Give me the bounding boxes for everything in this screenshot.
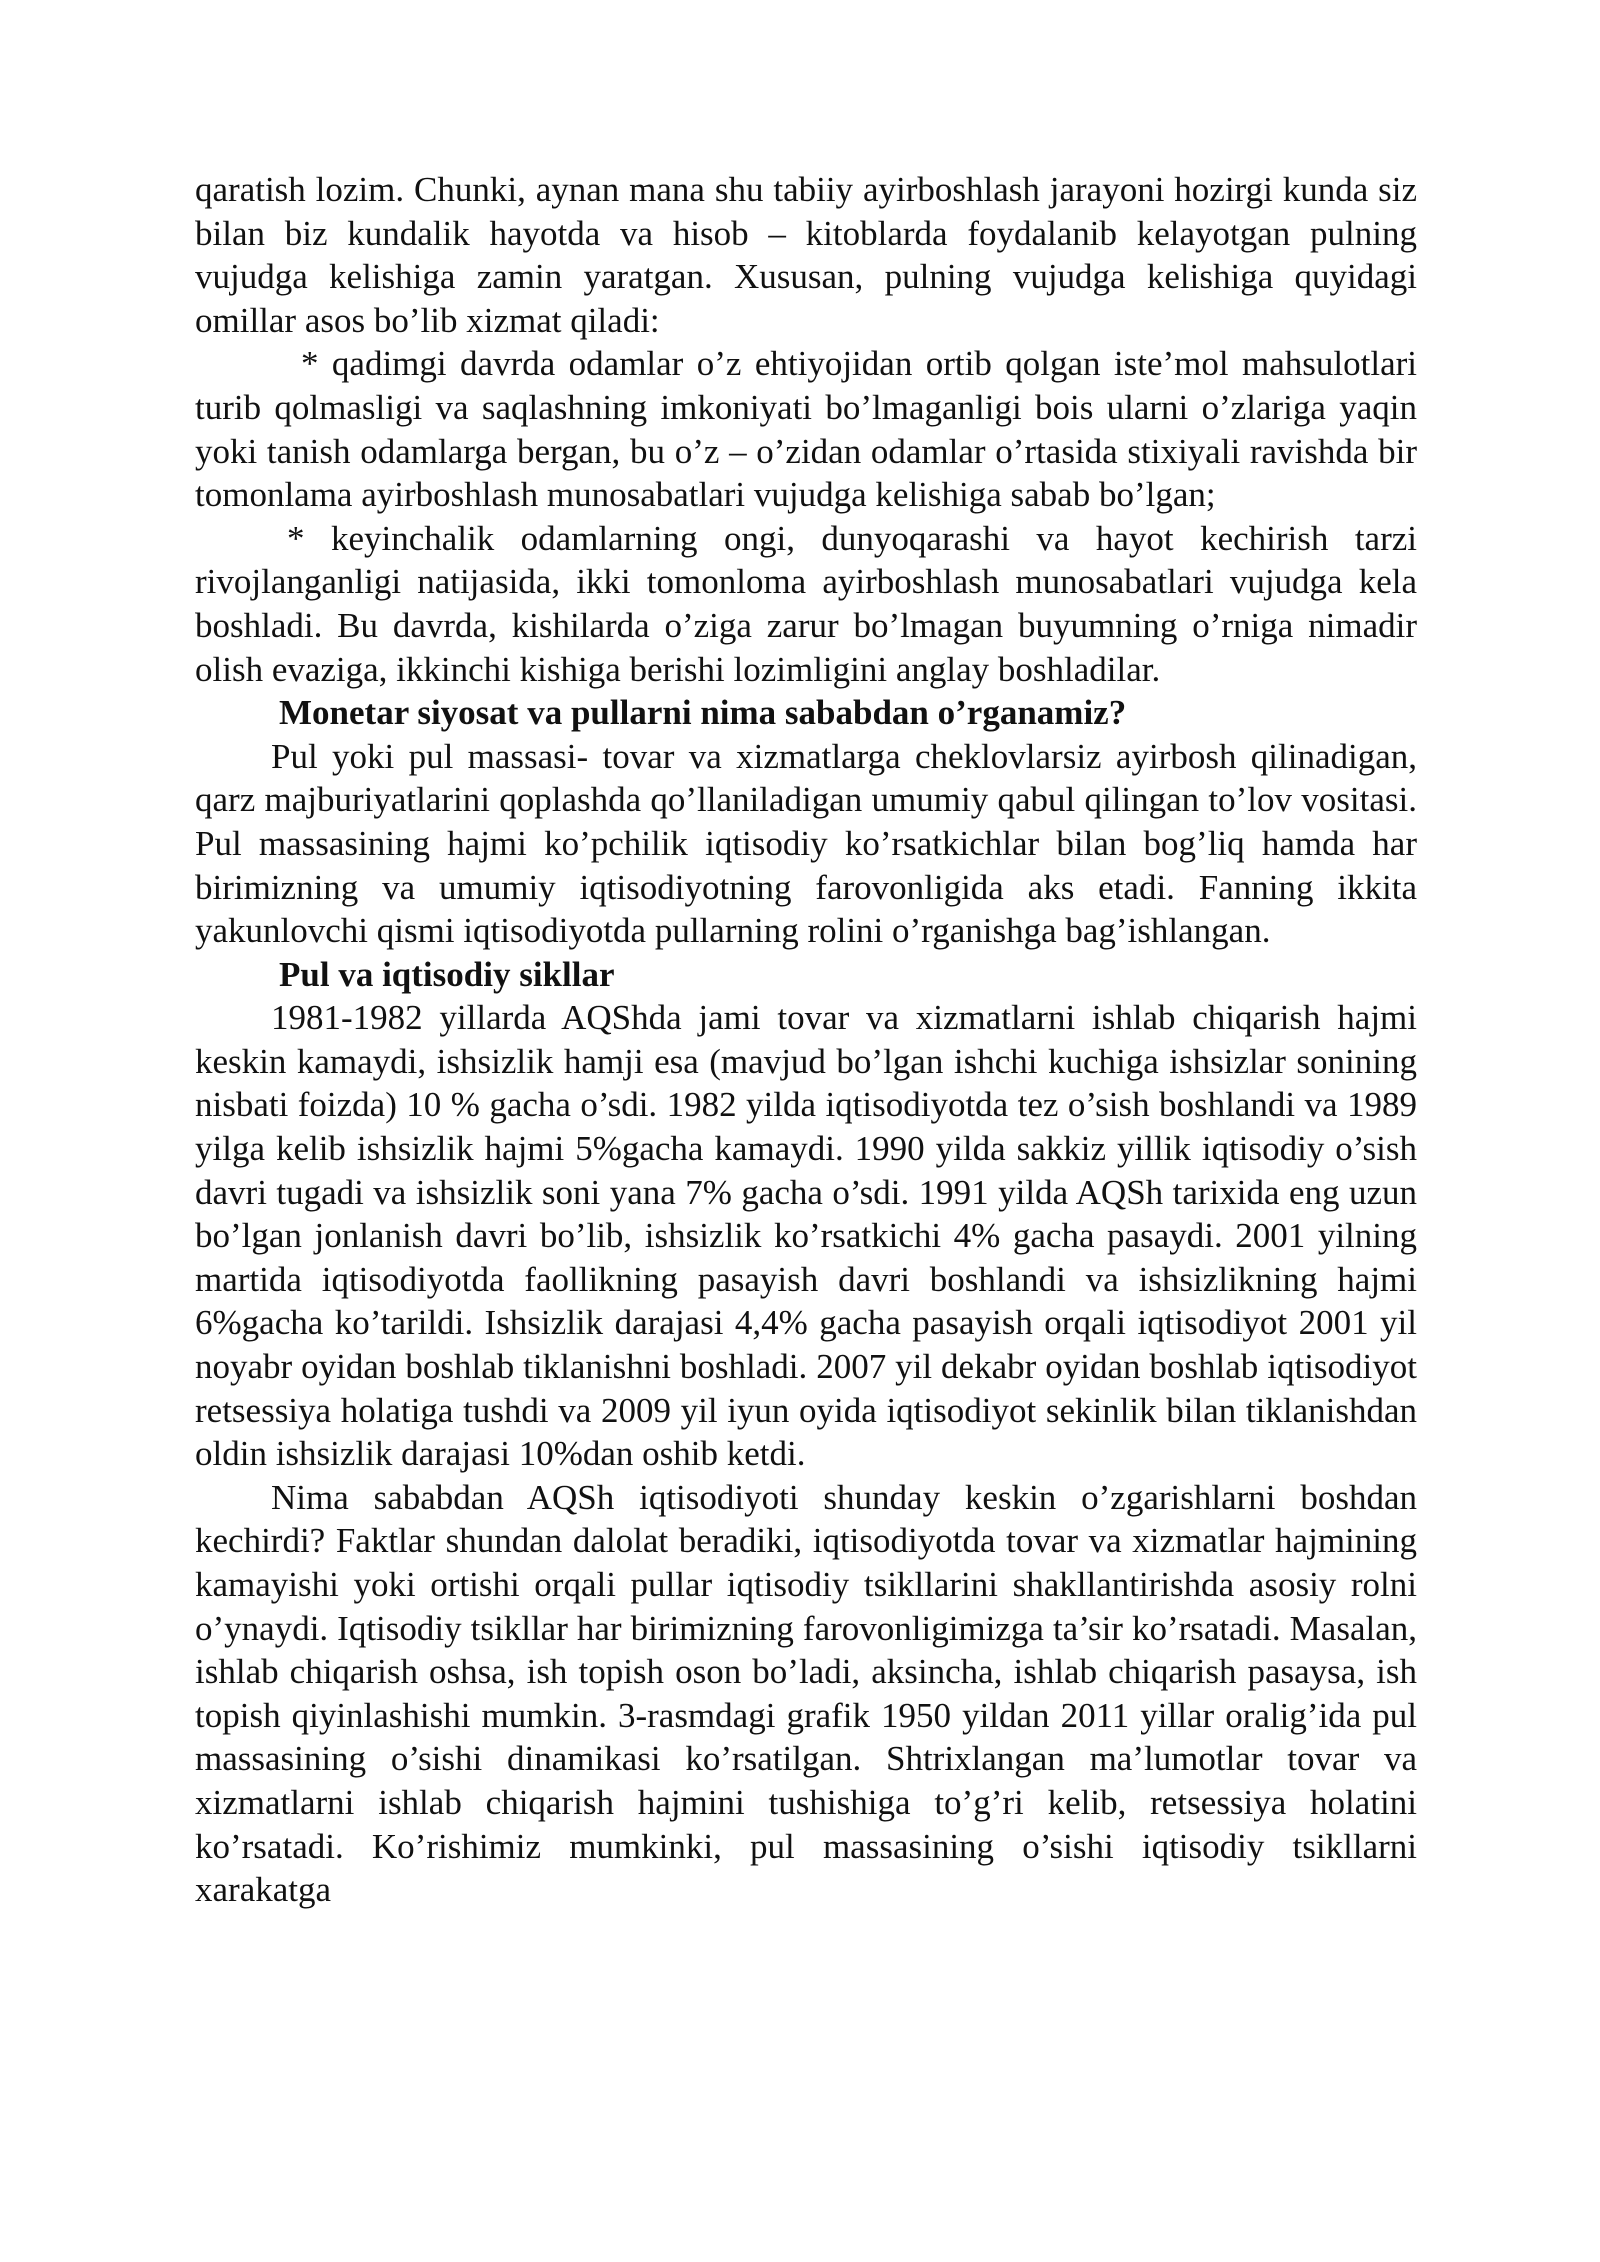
- paragraph-intro: qaratish lozim. Chunki, aynan mana shu tabiiy ayirboshlash jarayoni hozirgi kunda siz bilan biz kundalik hayotda va hisob – kitoblarda foydalanib kelayotgan pulning vujudga kelishiga zamin yaratgan. Xususan, pulning vujudga kelishiga quyidagi omillar asos bo’lib xizmat qiladi:: [195, 170, 1417, 340]
- section-heading-money-cycles: Pul va iqtisodiy sikllar: [279, 954, 615, 994]
- paragraph-why-changes: Nima sababdan AQSh iqtisodiyoti shunday keskin o’zgarishlarni boshdan kechirdi? Faktlar shundan dalolat beradiki, iqtisodiyotda tovar va xizmatlar hajmining kamayishi yoki ortishi orqali pullar iqtisodiy tsikllarini shakllantirishda asosiy rolni o’ynaydi. Iqtisodiy tsikllar har birimizning farovonligimizga ta’sir ko’rsatadi. Masalan, ishlab chiqarish oshsa, ish topish oson bo’ladi, aksincha, ishlab chiqarish pasaysa, ish topish qiyinlashishi mumkin. 3-rasmdagi grafik 1950 yildan 2011 yillar oralig’ida pul massasining o’sishi dinamikasi ko’rsatilgan. Shtrixlangan ma’lumotlar tovar va xizmatlarni ishlab chiqarish hajmini tushishiga to’g’ri kelib, retsessiya holatini ko’rsatadi. Ko’rishimiz mumkinki, pul massasining o’sishi iqtisodiy tsikllarni xarakatga: [195, 1477, 1417, 1910]
- paragraph-us-economy-history: 1981-1982 yillarda AQShda jami tovar va xizmatlarni ishlab chiqarish hajmi keskin kamaydi, ishsizlik hamji esa (mavjud bo’lgan ishchi kuchiga ishsizlar sonining nisbati foizda) 10 % gacha o’sdi. 1982 yilda iqtisodiyotda tez o’sish boshlandi va 1989 yilga kelib ishsizlik hajmi 5%gacha kamaydi. 1990 yilda sakkiz yillik iqtisodiy o’sish davri tugadi va ishsizlik soni yana 7% gacha o’sdi. 1991 yilda AQSh tarixida eng uzun bo’lgan jonlanish davri bo’lib, ishsizlik ko’rsatkichi 4% gacha pasaydi. 2001 yilning martida iqtisodiyotda faollikning pasayish davri boshlandi va ishsizlikning hajmi 6%gacha ko’tarildi. Ishsizlik darajasi 4,4% gacha pasayish orqali iqtisodiyot 2001 yil noyabr oyidan boshlab tiklanishni boshladi. 2007 yil dekabr oyidan boshlab iqtisodiyot retsessiya holatiga tushdi va 2009 yil iyun oyida iqtisodiyot sekinlik bilan tiklanishdan oldin ishsizlik darajasi 10%dan oshib ketdi.: [195, 998, 1417, 1474]
- bullet-item-1: * qadimgi davrda odamlar o’z ehtiyojidan ortib qolgan iste’mol mahsulotlari turib qolmasligi va saqlashning imkoniyati bo’lmaganligi bois ularni o’zlariga yaqin yoki tanish odamlarga bergan, bu o’z – o’zidan odamlar o’rtasida stixiyali ravishda bir tomonlama ayirboshlash munosabatlari vujudga kelishiga sabab bo’lgan;: [195, 344, 1417, 515]
- bullet-item-2: * keyinchalik odamlarning ongi, dunyoqarashi va hayot kechirish tarzi rivojlanganligi natijasida, ikki tomonloma ayirboshlash munosabatlari vujudga kela boshladi. Bu davrda, kishilarda o’ziga zarur bo’lmagan buyumning o’rniga nimadir olish evaziga, ikkinchi kishiga berishi lozimligini anglay boshladilar.: [195, 518, 1417, 689]
- section-heading-monetary-policy: Monetar siyosat va pullarni nima sababdan o’rganamiz?: [279, 693, 1127, 733]
- paragraph-money-definition: Pul yoki pul massasi- tovar va xizmatlarga cheklovlarsiz ayirbosh qilinadigan, qarz majburiyatlarini qoplashda qo’llaniladigan umumiy qabul qilingan to’lov vositasi. Pul massasining hajmi ko’pchilik iqtisodiy ko’rsatkichlar bilan bog’liq hamda har birimizning va umumiy iqtisodiyotning farovonligida aks etadi. Fanning ikkita yakunlovchi qismi iqtisodiyotda pullarning rolini o’rganishga bag’ishlangan.: [195, 736, 1417, 951]
- document-page: [195, 168, 1417, 1912]
